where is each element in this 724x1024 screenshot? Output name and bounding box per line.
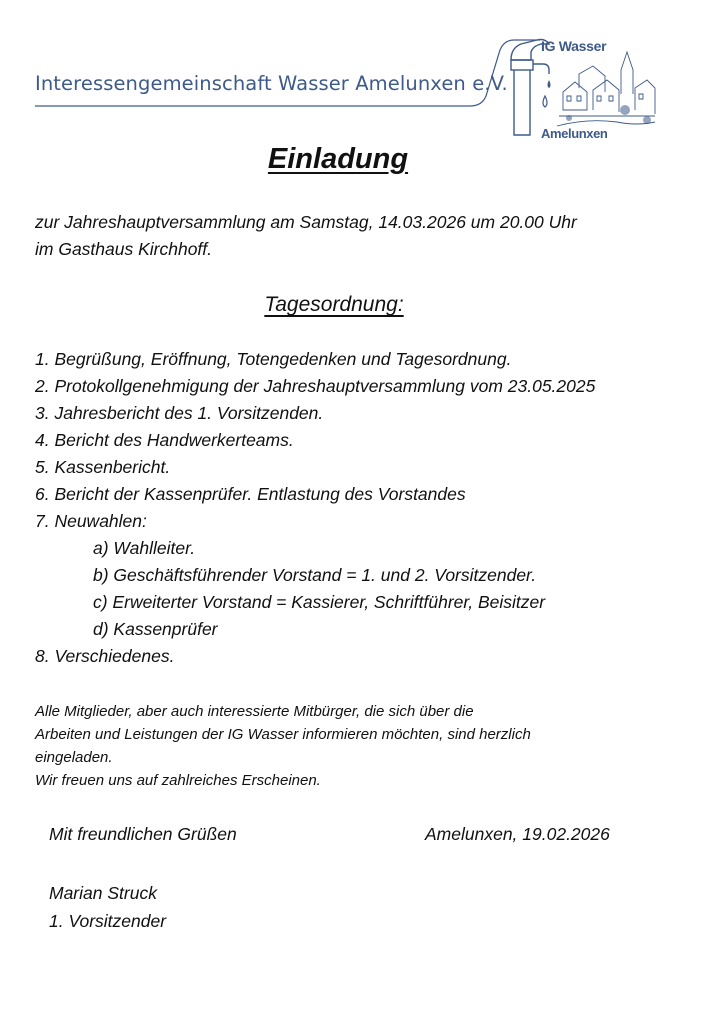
agenda-item: 6. Bericht der Kassenprüfer. Entlastung des Vorstandes: [35, 484, 466, 504]
note-line: Wir freuen uns auf zahlreiches Erscheinen.: [35, 772, 321, 789]
closing-greeting: Mit freundlichen Grüßen: [49, 824, 237, 844]
document-title: Einladung: [267, 143, 409, 175]
invitation-note: [35, 700, 531, 792]
agenda-item: 4. Bericht des Handwerkerteams.: [35, 430, 294, 450]
note-line: Arbeiten und Leistungen der IG Wasser informieren möchten, sind herzlich: [35, 726, 531, 743]
logo-text-ig-wasser: IG Wasser: [541, 38, 607, 54]
note-line: eingeladen.: [35, 749, 113, 766]
organization-name: Interessengemeinschaft Wasser Amelunxen e.V.: [35, 72, 508, 95]
place-and-date: Amelunxen, 19.02.2026: [425, 824, 610, 844]
invitation-line: zur Jahreshauptversammlung am Samstag, 14.03.2026 um 20.00 Uhr: [35, 212, 577, 232]
signer-role: 1. Vorsitzender: [49, 911, 167, 931]
agenda-item: 2. Protokollgenehmigung der Jahreshauptversammlung vom 23.05.2025: [35, 376, 596, 396]
agenda-subitem: d) Kassenprüfer: [93, 619, 218, 639]
invitation-line: im Gasthaus Kirchhoff.: [35, 239, 213, 259]
agenda-item: 8. Verschiedenes.: [35, 646, 175, 666]
agenda-item: 1. Begrüßung, Eröffnung, Totengedenken und Tagesordnung.: [35, 349, 512, 369]
agenda-subitem: c) Erweiterter Vorstand = Kassierer, Schriftführer, Beisitzer: [93, 592, 546, 612]
invitation-text: [35, 209, 577, 263]
signer-name: Marian Struck: [49, 883, 157, 903]
agenda-item: 3. Jahresbericht des 1. Vorsitzenden.: [35, 403, 324, 423]
logo-text-amelunxen: Amelunxen: [541, 126, 608, 141]
note-line: Alle Mitglieder, aber auch interessierte Mitbürger, die sich über die: [35, 703, 474, 720]
signature-block: [49, 879, 166, 935]
agenda-item: 5. Kassenbericht.: [35, 457, 171, 477]
agenda-subitem: a) Wahlleiter.: [93, 538, 196, 558]
agenda-subitem: b) Geschäftsführender Vorstand = 1. und 2. Vorsitzender.: [93, 565, 537, 585]
agenda-item: 7. Neuwahlen:: [35, 511, 147, 531]
agenda-list: [35, 346, 595, 670]
agenda-heading: Tagesordnung:: [264, 293, 404, 316]
